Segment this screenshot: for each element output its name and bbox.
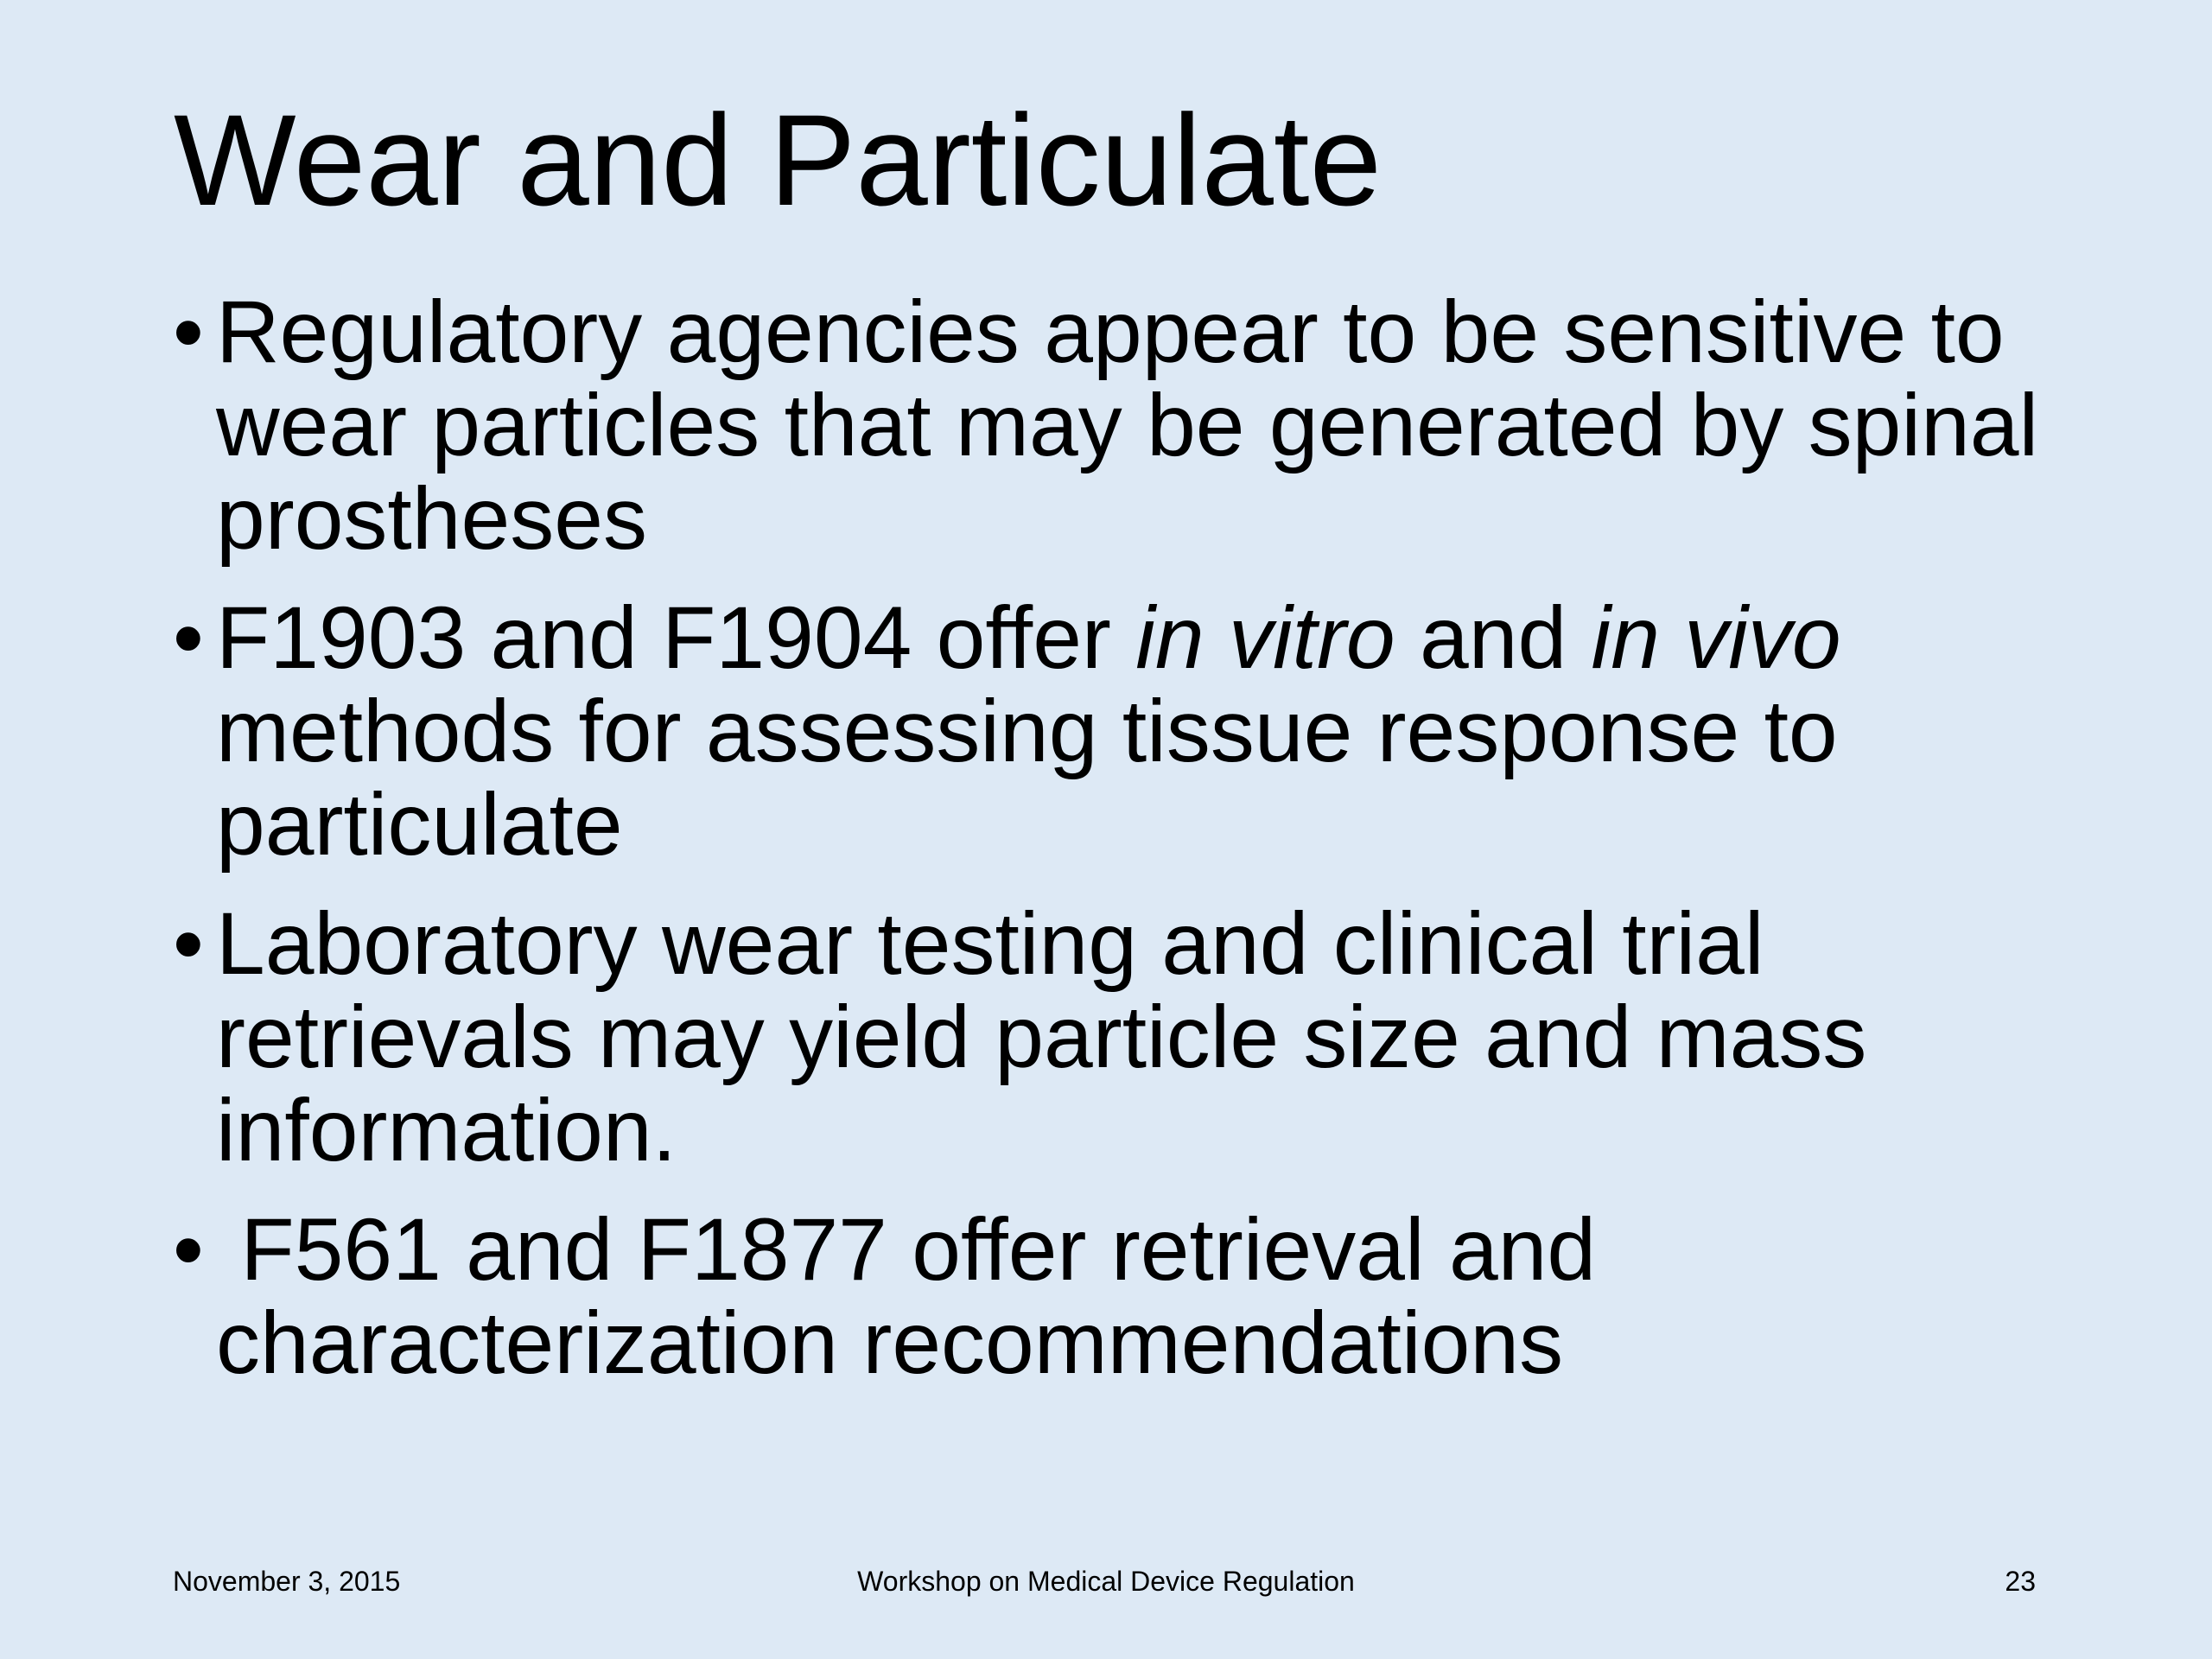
bullet-item (173, 283, 2117, 568)
bullet-list (173, 285, 2117, 1415)
bullet-text (216, 283, 2117, 568)
bullet-item (173, 894, 2117, 1179)
bullet-symbol: • (173, 283, 204, 381)
bullet-text-part: methods for assessing tissue response to particulate (216, 682, 1838, 874)
footer-title: Workshop on Medical Device Regulation (857, 1566, 1355, 1597)
bullet-symbol: • (173, 894, 204, 993)
bullet-text (216, 1200, 2117, 1392)
page-number: 23 (2005, 1566, 2036, 1597)
bullet-text-part: Regulatory agencies appear to be sensitive to wear particles that may be generated by spinal prostheses (216, 283, 2039, 568)
bullet-text-part: F561 and F1877 offer retrieval and characterization recommendations (216, 1200, 1621, 1392)
slide-title: Wear and Particulate (174, 87, 1382, 232)
bullet-text-italic-part: in vitro (1135, 588, 1395, 687)
bullet-text-italic-part: in vivo (1591, 588, 1841, 687)
footer-date: November 3, 2015 (173, 1566, 401, 1597)
bullet-text (216, 894, 2117, 1179)
bullet-text-part: Laboratory wear testing and clinical trial retrievals may yield particle size and mass information. (216, 894, 1867, 1179)
bullet-symbol: • (173, 588, 204, 687)
bullet-text-part: F1903 and F1904 offer (216, 588, 1136, 687)
bullet-symbol: • (173, 1200, 204, 1299)
bullet-item (173, 588, 2117, 874)
bullet-text-part: and (1395, 588, 1592, 687)
bullet-item (173, 1200, 2117, 1392)
bullet-text (216, 588, 2117, 874)
